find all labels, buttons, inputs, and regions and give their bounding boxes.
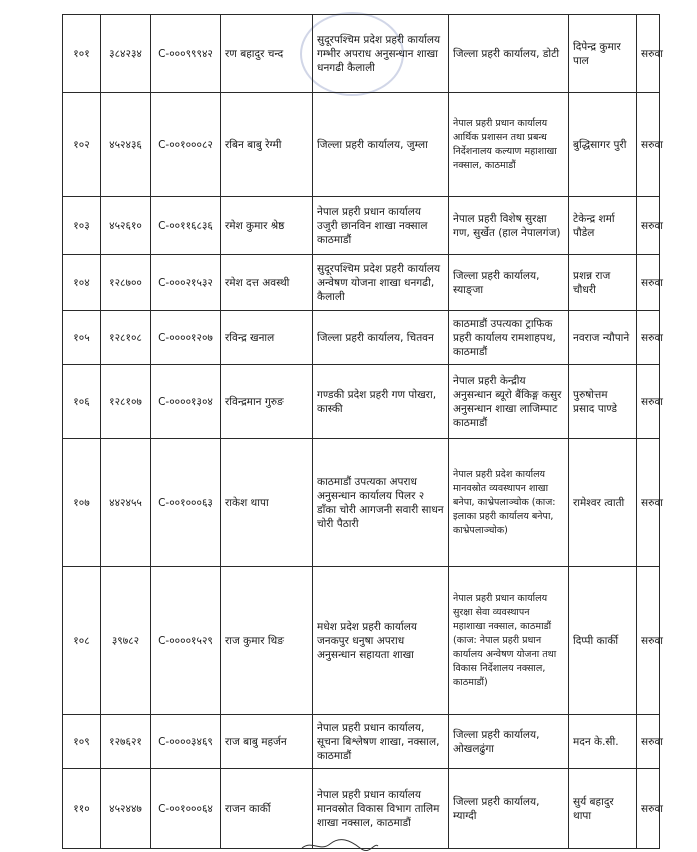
serial-number-cell: ११० bbox=[63, 769, 101, 849]
current-office-cell: सुदूरपश्चिम प्रदेश प्रहरी कार्यालय गम्भीर अपराध अनुसन्धान शाखा धनगढी कैलाली bbox=[313, 15, 449, 93]
recommender-cell: सुर्य बहादुर थापा bbox=[569, 769, 637, 849]
person-name-cell: रबिन बाबु रेग्मी bbox=[221, 93, 313, 197]
table-row bbox=[63, 439, 660, 567]
recommender-cell: दिप्पी कार्की bbox=[569, 567, 637, 715]
personnel-id-cell: १२८१०८ bbox=[101, 311, 151, 365]
table-row bbox=[63, 93, 660, 197]
action-cell: सरुवा bbox=[637, 197, 660, 255]
current-office-cell: गण्डकी प्रदेश प्रहरी गण पोखरा, कास्की bbox=[313, 365, 449, 439]
current-office-cell: जिल्ला प्रहरी कार्यालय, चितवन bbox=[313, 311, 449, 365]
table-row bbox=[63, 197, 660, 255]
personnel-id-cell: ३९७८२ bbox=[101, 567, 151, 715]
roster-body bbox=[63, 15, 663, 849]
new-office-cell: नेपाल प्रहरी प्रधान कार्यालय सुरक्षा सेवा व्यवस्थापन महाशाखा नक्साल, काठमाडौं (काज: नेपाल प्रहरी प्रधान कार्यालय अन्वेषण योजना तथा विकास निर्देशालय नक्साल, काठमाडौं) bbox=[449, 567, 569, 715]
recommender-cell: रामेश्वर त्वाती bbox=[569, 439, 637, 567]
new-office-cell: नेपाल प्रहरी केन्द्रीय अनुसन्धान ब्यूरो बैंकिङ्ग कसुर अनुसन्धान शाखा लाजिम्पाट काठमाडौं bbox=[449, 365, 569, 439]
table-row bbox=[63, 769, 660, 849]
recommender-cell: प्रशन्न राज चौधरी bbox=[569, 255, 637, 311]
person-name-cell: रमेश दत्त अवस्थी bbox=[221, 255, 313, 311]
serial-number-cell: १०९ bbox=[63, 715, 101, 769]
personnel-id-cell: ४५२४४७ bbox=[101, 769, 151, 849]
action-cell: सरुवा bbox=[637, 439, 660, 567]
action-cell: सरुवा bbox=[637, 93, 660, 197]
action-cell: सरुवा bbox=[637, 365, 660, 439]
person-name-cell: राज बाबु महर्जन bbox=[221, 715, 313, 769]
table-row bbox=[63, 567, 660, 715]
new-office-cell: जिल्ला प्रहरी कार्यालय, ओखलढुंगा bbox=[449, 715, 569, 769]
personnel-id-cell: १२७६२१ bbox=[101, 715, 151, 769]
serial-number-cell: १०२ bbox=[63, 93, 101, 197]
personnel-id-cell: ३८४२३४ bbox=[101, 15, 151, 93]
action-cell: सरुवा bbox=[637, 15, 660, 93]
serial-number-cell: १०४ bbox=[63, 255, 101, 311]
new-office-cell: नेपाल प्रहरी प्रदेश कार्यालय मानवस्रोत व्यवस्थापन शाखा बनेपा, काभ्रेपलाञ्चोक (काज: इलाका प्रहरी कार्यालय बनेपा, काभ्रेपलाञ्चोक) bbox=[449, 439, 569, 567]
new-office-cell: काठमाडौं उपत्यका ट्राफिक प्रहरी कार्यालय रामशाहपथ, काठमाडौं bbox=[449, 311, 569, 365]
current-office-cell: जिल्ला प्रहरी कार्यालय, जुम्ला bbox=[313, 93, 449, 197]
recommender-cell: पुरुषोत्तम प्रसाद पाण्डे bbox=[569, 365, 637, 439]
new-office-cell: जिल्ला प्रहरी कार्यालय, म्याग्दी bbox=[449, 769, 569, 849]
recommender-cell: नवराज न्यौपाने bbox=[569, 311, 637, 365]
person-name-cell: रण बहादुर चन्द bbox=[221, 15, 313, 93]
person-name-cell: राजन कार्की bbox=[221, 769, 313, 849]
code-cell: C-००००१२०७ bbox=[151, 311, 221, 365]
personnel-id-cell: १२८७०० bbox=[101, 255, 151, 311]
serial-number-cell: १०३ bbox=[63, 197, 101, 255]
current-office-cell: नेपाल प्रहरी प्रधान कार्यालय, सूचना बिश्लेषण शाखा, नक्साल, काठमाडौं bbox=[313, 715, 449, 769]
signature-scribble bbox=[300, 838, 380, 852]
personnel-id-cell: ४४२४५५ bbox=[101, 439, 151, 567]
code-cell: C-०००९९९४२ bbox=[151, 15, 221, 93]
person-name-cell: रमेश कुमार श्रेष्ठ bbox=[221, 197, 313, 255]
code-cell: C-००१०००८२ bbox=[151, 93, 221, 197]
personnel-id-cell: १२८१०७ bbox=[101, 365, 151, 439]
action-cell: सरुवा bbox=[637, 567, 660, 715]
code-cell: C-००१०००६३ bbox=[151, 439, 221, 567]
serial-number-cell: १०८ bbox=[63, 567, 101, 715]
current-office-cell: सुदूरपश्चिम प्रदेश प्रहरी कार्यालय अन्वेषण योजना शाखा धनगढी, कैलाली bbox=[313, 255, 449, 311]
table-row bbox=[63, 255, 660, 311]
serial-number-cell: १०७ bbox=[63, 439, 101, 567]
table-row bbox=[63, 311, 660, 365]
table-row bbox=[63, 15, 660, 93]
current-office-cell: मधेश प्रदेश प्रहरी कार्यालय जनकपुर धनुषा अपराध अनुसन्धान सहायता शाखा bbox=[313, 567, 449, 715]
new-office-cell: नेपाल प्रहरी विशेष सुरक्षा गण, सुर्खेत (हाल नेपालगंज) bbox=[449, 197, 569, 255]
recommender-cell: दिपेन्द्र कुमार पाल bbox=[569, 15, 637, 93]
serial-number-cell: १०६ bbox=[63, 365, 101, 439]
new-office-cell: जिल्ला प्रहरी कार्यालय, डोटी bbox=[449, 15, 569, 93]
action-cell: सरुवा bbox=[637, 311, 660, 365]
code-cell: C-००००१५२९ bbox=[151, 567, 221, 715]
action-cell: सरुवा bbox=[637, 255, 660, 311]
code-cell: C-००११६८३६ bbox=[151, 197, 221, 255]
recommender-cell: टेकेन्द्र शर्मा पौडेल bbox=[569, 197, 637, 255]
current-office-cell: नेपाल प्रहरी प्रधान कार्यालय मानवस्रोत विकास विभाग तालिम शाखा नक्साल, काठमाडौं bbox=[313, 769, 449, 849]
current-office-cell: काठमाडौं उपत्यका अपराध अनुसन्धान कार्यालय पिलर २ डाँका चोरी आगजनी सवारी साधन चोरी पैठारी bbox=[313, 439, 449, 567]
new-office-cell: नेपाल प्रहरी प्रधान कार्यालय आर्थिक प्रशासन तथा प्रबन्ध निर्देशनालय कल्याण महाशाखा नक्साल, काठमाडौं bbox=[449, 93, 569, 197]
code-cell: C-००००१३०४ bbox=[151, 365, 221, 439]
person-name-cell: रविन्द्रमान गुरुङ bbox=[221, 365, 313, 439]
recommender-cell: मदन के.सी. bbox=[569, 715, 637, 769]
current-office-cell: नेपाल प्रहरी प्रधान कार्यालय उजुरी छानविन शाखा नक्साल काठमाडौं bbox=[313, 197, 449, 255]
recommender-cell: बुद्धिसागर पुरी bbox=[569, 93, 637, 197]
person-name-cell: रविन्द्र खनाल bbox=[221, 311, 313, 365]
personnel-id-cell: ४५२४३६ bbox=[101, 93, 151, 197]
person-name-cell: राज कुमार थिङ bbox=[221, 567, 313, 715]
table-row bbox=[63, 365, 660, 439]
serial-number-cell: १०५ bbox=[63, 311, 101, 365]
new-office-cell: जिल्ला प्रहरी कार्यालय, स्याङ्जा bbox=[449, 255, 569, 311]
code-cell: C-००१०००६४ bbox=[151, 769, 221, 849]
serial-number-cell: १०१ bbox=[63, 15, 101, 93]
action-cell: सरुवा bbox=[637, 715, 660, 769]
person-name-cell: राकेश थापा bbox=[221, 439, 313, 567]
table-row bbox=[63, 715, 660, 769]
code-cell: C-०००२१५३२ bbox=[151, 255, 221, 311]
transfer-roster-table bbox=[62, 14, 663, 849]
personnel-id-cell: ४५२६१० bbox=[101, 197, 151, 255]
action-cell: सरुवा bbox=[637, 769, 660, 849]
code-cell: C-००००३४६९ bbox=[151, 715, 221, 769]
